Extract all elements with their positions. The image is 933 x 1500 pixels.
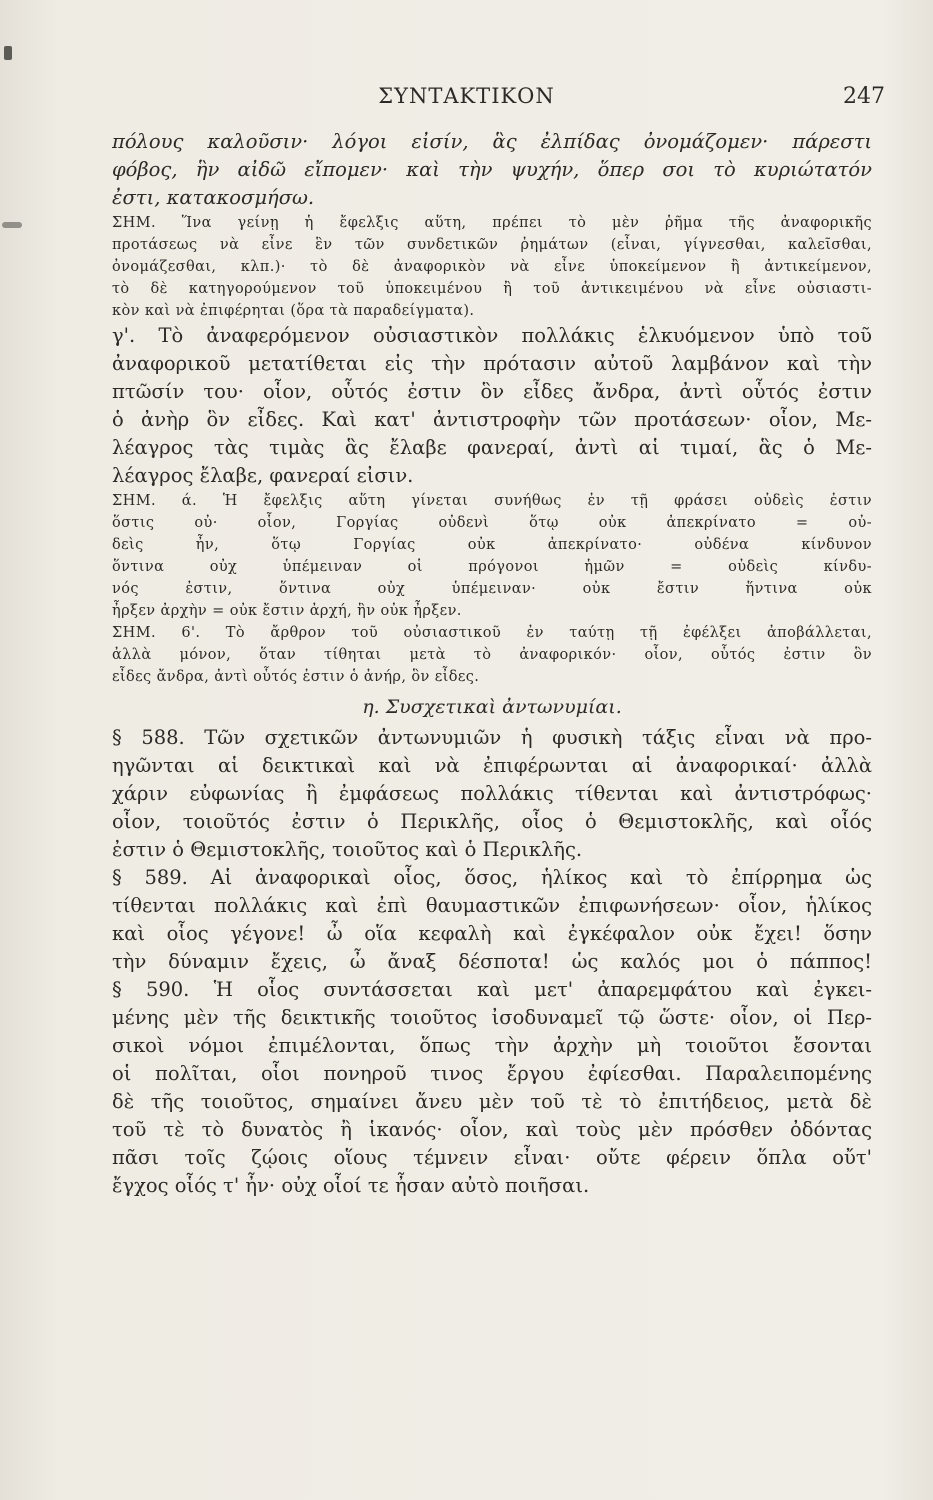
- margin-mark: [2, 222, 22, 228]
- text-line: ἀλλὰ μόνον, ὅταν τίθηται μετὰ τὸ ἀναφορικόν· οἷον, οὗτός ἐστιν ὃν: [112, 647, 872, 663]
- text-block: [112, 128, 872, 1200]
- text-line: ΣΗΜ. ά. Ἡ ἔφελξις αὕτη γίνεται συνήθως ἐν τῇ φράσει οὐδεὶς ἐστιν: [112, 493, 872, 509]
- text-line: σικοὶ νόμοι ἐπιμέλονται, ὅπως τὴν ἀρχὴν μὴ τοιοῦτοι ἔσονται: [112, 1034, 872, 1057]
- text-line: ηγῶνται αἱ δεικτικαὶ καὶ νὰ ἐπιφέρωνται αἱ ἀναφορικαί· ἀλλὰ: [112, 754, 872, 777]
- text-line: προτάσεως νὰ εἶνε ἓν τῶν συνδετικῶν ῥημάτων (εἶναι, γίγνεσθαι, καλεῖσθαι,: [112, 237, 872, 253]
- text-line: ὅντινα οὐχ ὑπέμειναν οἱ πρόγονοι ἡμῶν = οὐδεὶς κίνδυ-: [112, 559, 872, 575]
- text-line: τοῦ τὲ τὸ δυνατὸς ἢ ἱκανός· οἷον, καὶ τοὺς μὲν πρόσθεν ὀδόντας: [112, 1118, 872, 1141]
- text-line: λέαγρος ἔλαβε, φανεραί εἰσιν.: [112, 464, 414, 487]
- text-line: τὴν δύναμιν ἔχεις, ὦ ἄναξ δέσποτα! ὡς καλός μοι ὁ πάππος!: [112, 950, 872, 973]
- running-head: [0, 84, 933, 116]
- text-line: ὁ ἀνὴρ ὃν εἶδες. Καὶ κατ' ἀντιστροφὴν τῶν προτάσεων· οἷον, Με-: [112, 408, 872, 431]
- text-line: ὀνομάζεσθαι, κλπ.)· τὸ δὲ ἀναφορικὸν νὰ εἶνε ὑποκείμενον ἢ ἀντικείμενον,: [112, 259, 872, 275]
- text-line: καὶ οἷος γέγονε! ὦ οἵα κεφαλὴ καὶ ἐγκέφαλον οὐκ ἔχει! ὅσην: [112, 922, 872, 945]
- text-line: νός ἐστιν, ὅντινα οὐχ ὑπέμειναν· οὐκ ἔστιν ἥντινα οὐκ: [112, 581, 872, 597]
- text-line: πόλους καλοῦσιν· λόγοι εἰσίν, ἃς ἐλπίδας ὀνομάζομεν· πάρεστι: [112, 130, 872, 153]
- section-heading: η. Συσχετικαὶ ἀντωνυμίαι.: [362, 696, 622, 718]
- text-line: πτῶσίν του· οἷον, οὗτός ἐστιν ὃν εἶδες ἄνδρα, ἀντὶ οὗτός ἐστιν: [112, 380, 872, 403]
- text-line: § 590. Ἡ οἷος συντάσσεται καὶ μετ' ἀπαρεμφάτου καὶ ἐγκει-: [112, 978, 872, 1001]
- text-line: ἐστι, κατακοσμήσω.: [112, 186, 315, 209]
- text-part-2: [112, 724, 872, 1200]
- text-line: γ'. Τὸ ἀναφερόμενον οὐσιαστικὸν πολλάκις ἑλκυόμενον ὑπὸ τοῦ: [112, 324, 872, 347]
- text-line: § 588. Τῶν σχετικῶν ἀντωνυμιῶν ἡ φυσικὴ τάξις εἶναι νὰ προ-: [112, 726, 872, 749]
- text-line: οἷον, τοιοῦτός ἐστιν ὁ Περικλῆς, οἷος ὁ Θεμιστοκλῆς, καὶ οἷός: [112, 810, 872, 833]
- text-line: ἀναφορικοῦ μετατίθεται εἰς τὴν πρότασιν αὐτοῦ λαμβάνον καὶ τὴν: [112, 352, 872, 375]
- text-line: κὸν καὶ νὰ ἐπιφέρηται (ὅρα τὰ παραδείγματα).: [112, 303, 475, 319]
- text-line: οἱ πολῖται, οἷοι πονηροῦ τινος ἔργου ἐφίεσθαι. Παραλειπομένης: [112, 1062, 872, 1085]
- text-line: τίθενται πολλάκις καὶ ἐπὶ θαυμαστικῶν ἐπιφωνήσεων· οἷον, ἡλίκος: [112, 894, 872, 917]
- ink-spot: [4, 46, 12, 60]
- text-line: χάριν εὐφωνίας ἢ ἐμφάσεως πολλάκις τίθενται καὶ ἀντιστρόφως·: [112, 782, 872, 805]
- text-line: μένης μὲν τῆς δεικτικῆς τοιοῦτος ἰσοδυναμεῖ τῷ ὥστε· οἷον, οἱ Περ-: [112, 1006, 872, 1029]
- text-line: ἦρξεν ἀρχὴν = οὐκ ἔστιν ἀρχή, ἣν οὐκ ἦρξεν.: [112, 603, 462, 619]
- text-line: εἶδες ἄνδρα, ἀντὶ οὗτός ἐστιν ὁ ἀνήρ, ὃν εἶδες.: [112, 669, 480, 685]
- text-line: τὸ δὲ κατηγορούμενον τοῦ ὑποκειμένου ἢ τοῦ ἀντικειμένου νὰ εἶνε οὐσιαστι-: [112, 281, 872, 297]
- text-line: ὅστις οὐ· οἷον, Γοργίας οὐδενὶ ὅτῳ οὐκ ἀπεκρίνατο = οὐ-: [112, 515, 872, 531]
- text-part-1: [112, 128, 872, 688]
- text-line: πᾶσι τοῖς ζῴοις οἵους τέμνειν εἶναι· οὔτε φέρειν ὅπλα οὔτ': [112, 1146, 872, 1169]
- text-line: ΣΗΜ. 6'. Τὸ ἄρθρον τοῦ οὐσιαστικοῦ ἐν ταύτῃ τῇ ἐφέλξει ἀποβάλλεται,: [112, 625, 872, 641]
- text-line: ἔγχος οἷός τ' ἦν· οὐχ οἷοί τε ἦσαν αὐτὸ ποιῆσαι.: [112, 1174, 590, 1197]
- text-line: δὲ τῆς τοιοῦτος, σημαίνει ἄνευ μὲν τοῦ τὲ τὸ ἐπιτήδειος, μετὰ δὲ: [112, 1090, 872, 1113]
- text-line: ἐστιν ὁ Θεμιστοκλῆς, τοιοῦτος καὶ ὁ Περικλῆς.: [112, 838, 583, 861]
- running-title: ΣΥΝΤΑΚΤΙΚΟΝ: [378, 84, 555, 108]
- text-line: ΣΗΜ. Ἵνα γείνῃ ἡ ἔφελξις αὕτη, πρέπει τὸ μὲν ῥῆμα τῆς ἀναφορικῆς: [112, 215, 872, 231]
- text-line: φόβος, ἣν αἰδῶ εἴπομεν· καὶ τὴν ψυχήν, ὅπερ σοι τὸ κυριώτατόν: [112, 158, 872, 181]
- page-number: 247: [843, 84, 885, 109]
- text-line: δεὶς ἦν, ὅτῳ Γοργίας οὐκ ἀπεκρίνατο· οὐδένα κίνδυνον: [112, 537, 872, 553]
- text-line: λέαγρος τὰς τιμὰς ἃς ἔλαβε φανεραί, ἀντὶ αἱ τιμαί, ἃς ὁ Με-: [112, 436, 872, 459]
- text-line: § 589. Αἱ ἀναφορικαὶ οἷος, ὅσος, ἡλίκος καὶ τὸ ἐπίρρημα ὡς: [112, 866, 872, 889]
